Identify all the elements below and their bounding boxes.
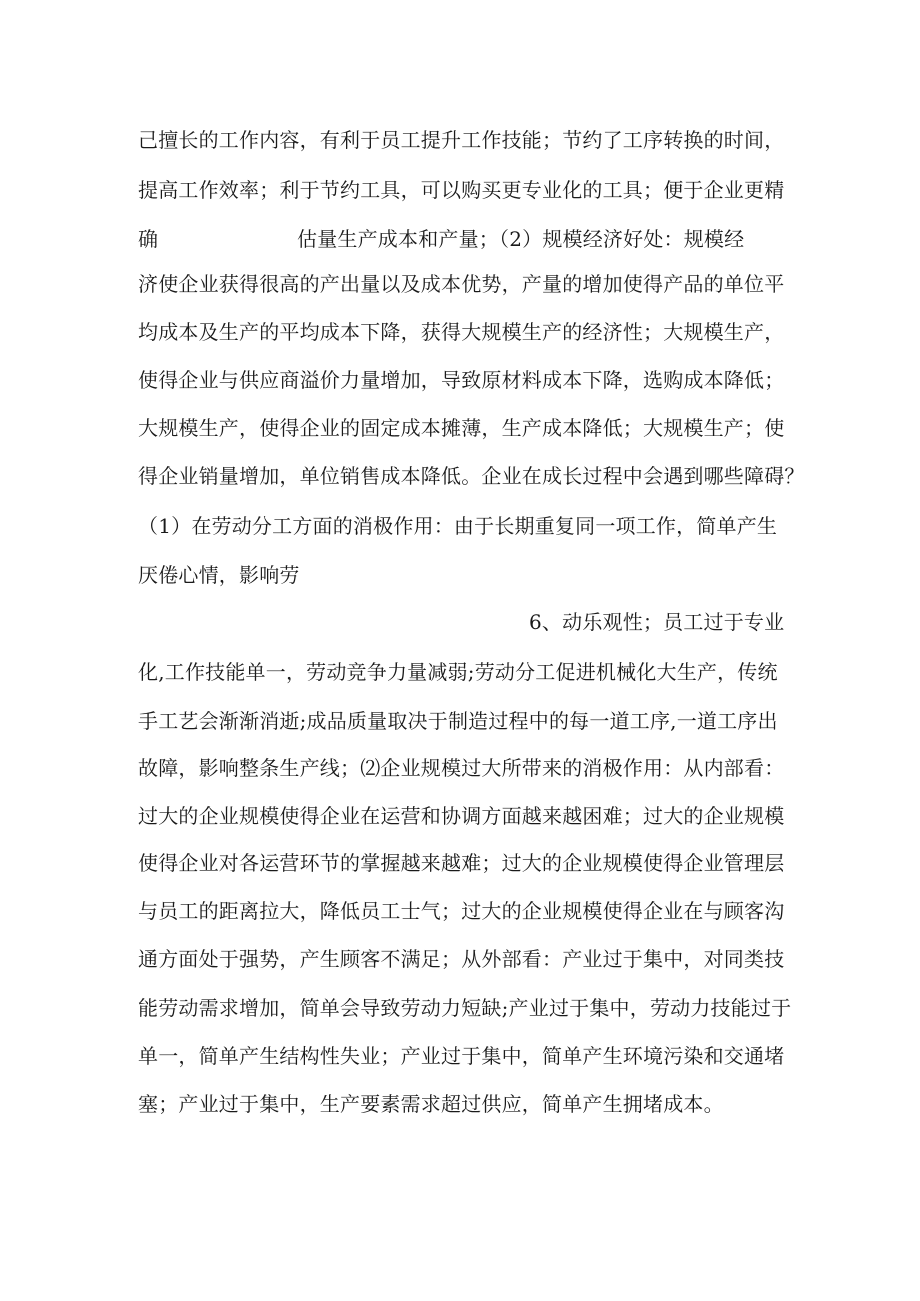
text-line-3b: 估量生产成本和产量；（2）规模经济好处：规模经 [297,227,745,251]
text-line-19: 能劳动需求增加，简单会导致劳动力短缺;产业过于集中，劳动力技能过于 [138,996,792,1020]
text-line-11: 6、动乐观性；员工过于专业 [529,610,785,634]
text-line-6: 使得企业与供应商溢价力量增加，导致原材料成本下降，选购成本降低； [138,368,785,392]
text-line-17: 与员工的距离拉大，降低员工士气；过大的企业规模使得企业在与顾客沟 [138,899,785,923]
text-line-3a: 确 [138,227,159,251]
text-line-18: 通方面处于强势，产生顾客不满足；从外部看：产业过于集中，对同类技 [138,947,785,971]
text-line-20: 单一，简单产生结构性失业；产业过于集中，简单产生环境污染和交通堵 [138,1044,785,1068]
text-line-21: 塞；产业过于集中，生产要素需求超过供应，简单产生拥堵成本。 [138,1092,724,1116]
text-line-16: 使得企业对各运营环节的掌握越来越难；过大的企业规模使得企业管理层 [138,851,785,875]
text-line-10: 厌倦心情，影响劳 [138,563,300,587]
text-line-1: 己擅长的工作内容，有利于员工提升工作技能；节约了工序转换的时间， [138,128,785,152]
text-line-2: 提高工作效率；利于节约工具，可以购买更专业化的工具；便于企业更精 [138,178,785,202]
text-line-4: 济使企业获得很高的产出量以及成本优势，产量的增加使得产品的单位平 [138,272,785,296]
text-line-9: （1）在劳动分工方面的消极作用：由于长期重复同一项工作，简单产生 [138,514,778,538]
text-line-12: 化,工作技能单一，劳动竞争力量减弱;劳动分工促进机械化大生产，传统 [138,660,778,684]
text-line-15: 过大的企业规模使得企业在运营和协调方面越来越困难；过大的企业规模 [138,804,785,828]
text-line-5: 均成本及生产的平均成本下降，获得大规模生产的经济性；大规模生产， [138,320,785,344]
text-line-13: 手工艺会渐渐消逝;成品质量取决于制造过程中的每一道工序,一道工序出 [138,709,778,733]
text-line-7: 大规模生产，使得企业的固定成本摊薄，生产成本降低；大规模生产；使 [138,416,785,440]
text-line-14: 故障，影响整条生产线；⑵企业规模过大所带来的消极作用：从内部看： [138,756,785,780]
text-line-8: 得企业销量增加，单位销售成本降低。企业在成长过程中会遇到哪些障碍？ [138,464,805,488]
